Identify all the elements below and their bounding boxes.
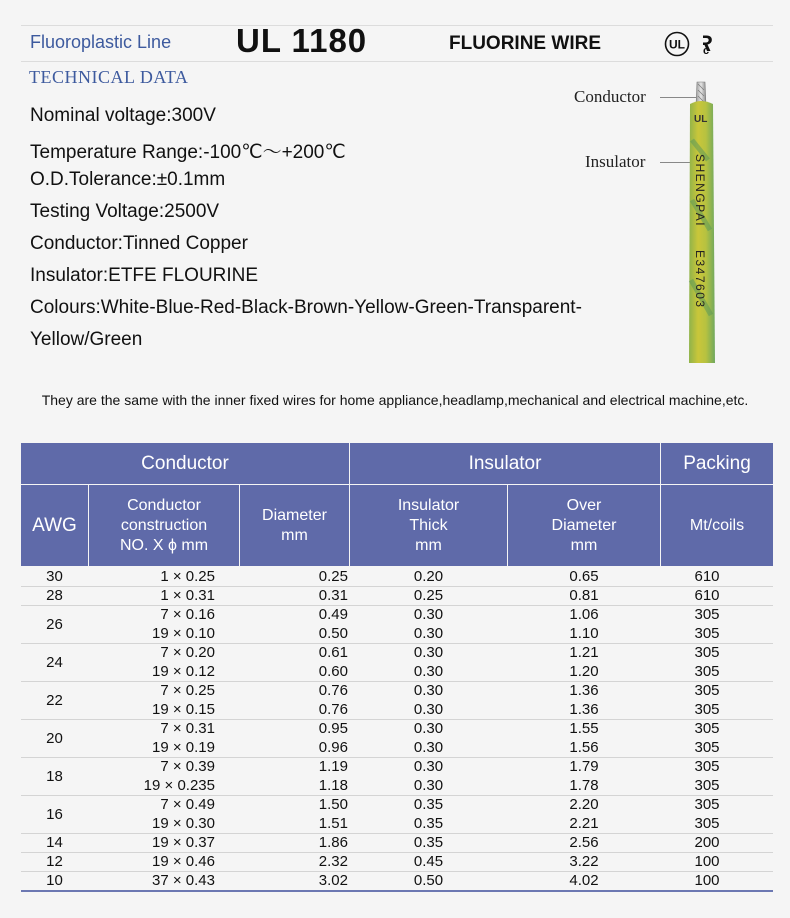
spec-temperature-range: Temperature Range:-100℃～+200℃ [30, 142, 346, 163]
cell-construction: 1 × 0.25 [160, 568, 215, 585]
spec-colours: Colours:White-Blue-Red-Black-Brown-Yellow-Green-Transparent- [30, 297, 582, 318]
cell-diameter: 1.50 [318, 796, 348, 813]
cell-over-diameter: 1.20 [569, 663, 599, 680]
svg-text:E347603: E347603 [693, 250, 707, 309]
cell-insulator-thick: 0.35 [413, 796, 444, 813]
cell-diameter: 1.19 [318, 758, 348, 775]
header-group-conductor: Conductor [21, 443, 349, 484]
cell-packing: 305 [694, 701, 720, 718]
cell-insulator-thick: 0.30 [413, 663, 444, 680]
col-header-over-diameter [508, 485, 660, 566]
cell-insulator-thick: 0.30 [413, 758, 444, 775]
cell-over-diameter: 0.65 [569, 568, 599, 585]
cell-insulator-thick: 0.30 [413, 739, 444, 756]
header-subtitle: Fluoroplastic Line [30, 32, 172, 52]
cell-over-diameter: 1.36 [569, 682, 599, 699]
col-header-thick-line1: Insulator [397, 496, 460, 514]
cell-insulator-thick: 0.20 [413, 568, 444, 585]
cell-over-diameter: 2.56 [569, 834, 599, 851]
cell-over-diameter: 2.20 [569, 796, 599, 813]
cell-diameter: 0.49 [318, 606, 348, 623]
cell-insulator-thick: 0.30 [413, 644, 444, 661]
cell-diameter: 1.51 [318, 815, 348, 832]
cell-insulator-thick: 0.25 [413, 587, 444, 604]
cell-diameter: 0.31 [318, 587, 348, 604]
cell-diameter: 3.02 [318, 872, 348, 889]
cell-diameter: 2.32 [318, 853, 348, 870]
cell-construction: 7 × 0.49 [160, 796, 215, 813]
cell-packing: 305 [694, 815, 720, 832]
svg-text:UL: UL [694, 114, 708, 125]
cell-packing: 610 [694, 568, 720, 585]
cell-over-diameter: 1.78 [569, 777, 599, 794]
header-top-rule [21, 25, 773, 26]
cell-over-diameter: 1.55 [569, 720, 599, 737]
cell-awg: 28 [46, 587, 63, 604]
cell-construction: 7 × 0.39 [160, 758, 215, 775]
cell-over-diameter: 1.56 [569, 739, 599, 756]
cell-diameter: 0.96 [318, 739, 348, 756]
cell-construction: 19 × 0.235 [143, 777, 215, 794]
cell-diameter: 1.86 [318, 834, 348, 851]
col-header-diameter-line1: Diameter [262, 506, 327, 524]
cell-packing: 305 [694, 758, 720, 775]
col-header-awg: AWG [21, 485, 88, 566]
header-bottom-rule [21, 61, 773, 62]
spec-insulator: Insulator:ETFE FLOURINE [30, 265, 259, 286]
cell-packing: 305 [694, 739, 720, 756]
cell-construction: 7 × 0.16 [160, 606, 215, 623]
col-header-packing: Mt/coils [661, 485, 773, 566]
cell-insulator-thick: 0.30 [413, 720, 444, 737]
cell-diameter: 0.25 [318, 568, 348, 585]
cell-awg: 30 [46, 568, 63, 585]
cell-packing: 100 [694, 853, 720, 870]
col-header-thick-line2: Thick [409, 516, 448, 534]
col-header-diameter [240, 485, 349, 566]
application-note: They are the same with the inner fixed wires for home appliance,headlamp,mechanical and electrical machine,etc. [41, 392, 749, 408]
col-header-construction-line1: Conductor [127, 496, 201, 514]
cell-insulator-thick: 0.35 [413, 834, 444, 851]
section-title: TECHNICAL DATA [29, 67, 189, 87]
svg-text:RU [703, 31, 712, 56]
cell-insulator-thick: 0.45 [413, 853, 444, 870]
cell-packing: 305 [694, 644, 720, 661]
cell-construction: 19 × 0.15 [152, 701, 215, 718]
cell-diameter: 0.61 [318, 644, 348, 661]
cell-diameter: 0.76 [318, 682, 348, 699]
cell-diameter: 0.60 [318, 663, 348, 680]
cell-construction: 19 × 0.19 [152, 739, 215, 756]
cell-insulator-thick: 0.30 [413, 682, 444, 699]
conductor-label: Conductor [574, 87, 646, 106]
cell-insulator-thick: 0.30 [413, 777, 444, 794]
cell-over-diameter: 1.21 [569, 644, 599, 661]
cell-packing: 305 [694, 663, 720, 680]
cell-packing: 100 [694, 872, 720, 889]
cell-construction: 19 × 0.10 [152, 625, 215, 642]
cell-awg: 26 [46, 615, 63, 633]
cell-over-diameter: 4.02 [569, 872, 599, 889]
ur-recognized-logo [703, 30, 745, 56]
cell-packing: 610 [694, 587, 720, 604]
cell-diameter: 0.76 [318, 701, 348, 718]
cell-insulator-thick: 0.30 [413, 701, 444, 718]
col-header-construction-line3: NO. X ϕ mm [119, 536, 209, 554]
header-model-title: UL 1180 [236, 22, 368, 59]
spec-colours-continued: Yellow/Green [30, 329, 143, 350]
cell-construction: 7 × 0.31 [160, 720, 215, 737]
spec-nominal-voltage: Nominal voltage:300V [30, 105, 216, 126]
cell-construction: 7 × 0.20 [160, 644, 215, 661]
col-header-over-line3: mm [570, 536, 598, 554]
col-header-diameter-line2: mm [281, 526, 308, 544]
cell-diameter: 0.95 [318, 720, 348, 737]
cell-awg: 14 [46, 834, 63, 851]
cell-packing: 305 [694, 625, 720, 642]
col-header-over-line1: Over [566, 496, 602, 514]
cell-packing: 305 [694, 720, 720, 737]
col-header-construction [89, 485, 239, 566]
cell-insulator-thick: 0.35 [413, 815, 444, 832]
spec-conductor: Conductor:Tinned Copper [30, 233, 248, 254]
cell-insulator-thick: 0.50 [413, 872, 444, 889]
cell-packing: 200 [694, 834, 720, 851]
cell-packing: 305 [694, 777, 720, 794]
header-group-packing: Packing [661, 443, 773, 484]
cell-packing: 305 [694, 606, 720, 623]
cell-over-diameter: 0.81 [569, 587, 599, 604]
cell-over-diameter: 1.10 [569, 625, 599, 642]
cell-awg: 20 [46, 729, 63, 747]
col-header-construction-line2: construction [120, 516, 208, 534]
col-header-over-line2: Diameter [551, 516, 617, 534]
cell-awg: 10 [46, 872, 63, 889]
cell-insulator-thick: 0.30 [413, 606, 444, 623]
col-header-thick-line3: mm [415, 536, 442, 554]
header-product-name: FLUORINE WIRE [449, 33, 601, 54]
cell-insulator-thick: 0.30 [413, 625, 444, 642]
cell-packing: 305 [694, 796, 720, 813]
cell-construction: 19 × 0.12 [152, 663, 215, 680]
cell-construction: 19 × 0.46 [152, 853, 215, 870]
cell-construction: 1 × 0.31 [160, 587, 215, 604]
cell-over-diameter: 1.36 [569, 701, 599, 718]
cell-awg: 18 [46, 767, 63, 785]
cell-over-diameter: 1.06 [569, 606, 599, 623]
svg-text:SHENGPAI: SHENGPAI [693, 154, 707, 228]
insulator-label: Insulator [585, 152, 646, 171]
header-group-insulator: Insulator [350, 443, 660, 484]
cell-diameter: 0.50 [318, 625, 348, 642]
cell-over-diameter: 3.22 [569, 853, 599, 870]
cell-packing: 305 [694, 682, 720, 699]
cell-awg: 24 [46, 653, 63, 671]
cell-construction: 19 × 0.30 [152, 815, 215, 832]
cell-awg: 22 [46, 691, 63, 709]
svg-text:UL: UL [669, 37, 685, 52]
cell-awg: 16 [46, 805, 63, 823]
svg-text:c: c [703, 45, 710, 56]
cell-construction: 7 × 0.25 [160, 682, 215, 699]
col-header-insulator-thick [350, 485, 507, 566]
ul-listed-logo [664, 31, 690, 57]
cell-construction: 19 × 0.37 [152, 834, 215, 851]
cell-over-diameter: 2.21 [569, 815, 599, 832]
cell-over-diameter: 1.79 [569, 758, 599, 775]
row-divider [21, 890, 773, 892]
spec-testing-voltage: Testing Voltage:2500V [30, 201, 220, 222]
cell-diameter: 1.18 [318, 777, 348, 794]
spec-od-tolerance: O.D.Tolerance:±0.1mm [30, 169, 226, 190]
cell-awg: 12 [46, 853, 63, 870]
cell-construction: 37 × 0.43 [152, 872, 215, 889]
wire-illustration [686, 80, 718, 365]
